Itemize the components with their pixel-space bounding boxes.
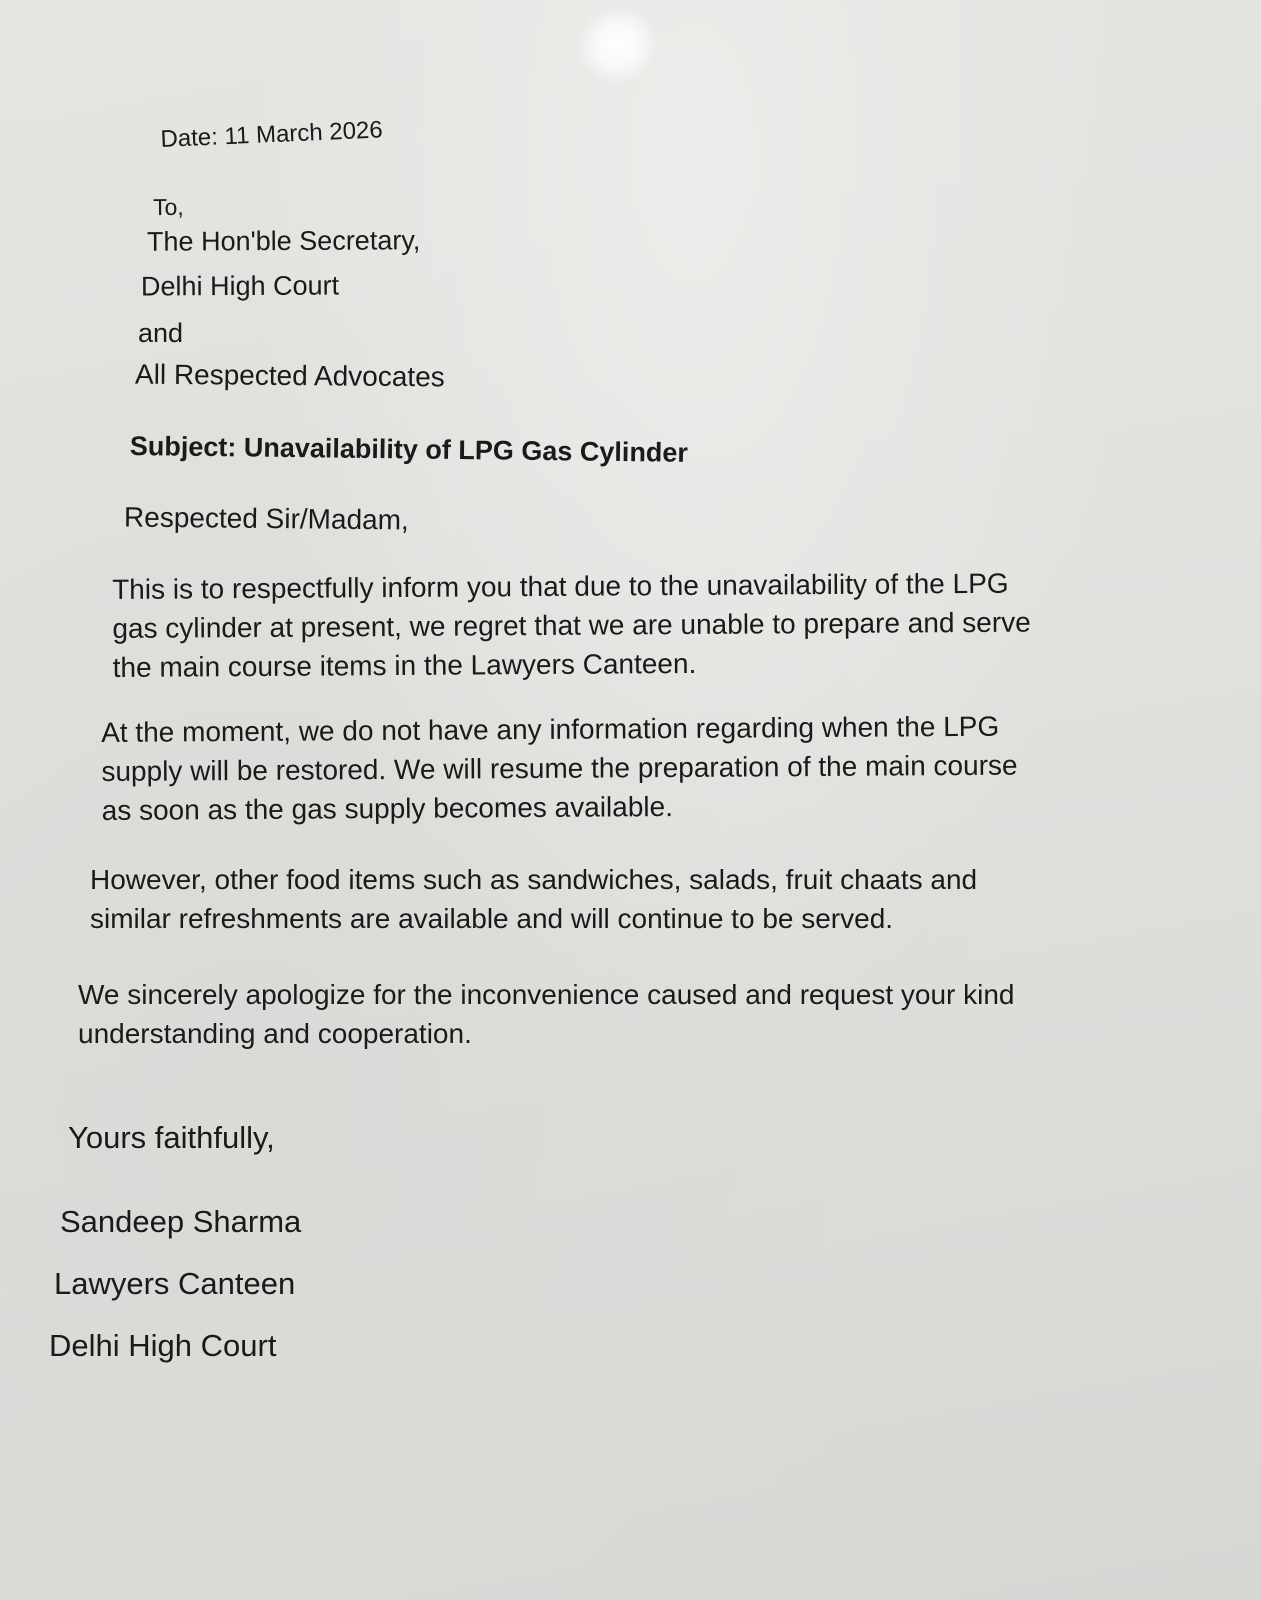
body-paragraph-2 [101, 707, 1018, 830]
recipient-line: The Hon'ble Secretary, [146, 225, 421, 257]
light-glare [562, 0, 673, 99]
paragraph-line: similar refreshments are available and will continue to be served. [90, 903, 894, 934]
letter-salutation: Respected Sir/Madam, [123, 501, 409, 536]
recipient-to: To, [152, 193, 184, 221]
paragraph-line: gas cylinder at present, we regret that we are unable to prepare and serve [112, 606, 1031, 644]
paragraph-line: understanding and cooperation. [78, 1018, 472, 1049]
recipient-line: and [138, 318, 184, 348]
recipient-line: Delhi High Court [140, 270, 340, 302]
paragraph-line: However, other food items such as sandwiches, salads, fruit chaats and [90, 864, 978, 895]
paragraph-line: as soon as the gas supply becomes available. [101, 791, 674, 826]
recipient-line: All Respected Advocates [134, 358, 445, 393]
letter-date: Date: 11 March 2026 [159, 116, 384, 153]
body-paragraph-3 [90, 860, 977, 938]
signature-name: Sandeep Sharma [60, 1204, 302, 1239]
paragraph-line: We sincerely apologize for the inconvenience caused and request your kind [78, 979, 1015, 1010]
paragraph-line: At the moment, we do not have any information regarding when the LPG [101, 710, 1000, 748]
body-paragraph-4 [78, 975, 1015, 1053]
body-paragraph-1 [112, 564, 1031, 687]
paragraph-line: supply will be restored. We will resume the preparation of the main course [101, 749, 1018, 787]
paragraph-line: the main course items in the Lawyers Canteen. [112, 647, 697, 683]
paragraph-line: This is to respectfully inform you that due to the unavailability of the LPG [112, 567, 1009, 605]
signature-organization: Lawyers Canteen [54, 1266, 296, 1301]
signature-location: Delhi High Court [49, 1328, 277, 1363]
letter-closing: Yours faithfully, [68, 1120, 275, 1155]
letter-subject: Subject: Unavailability of LPG Gas Cylinder [129, 431, 689, 468]
